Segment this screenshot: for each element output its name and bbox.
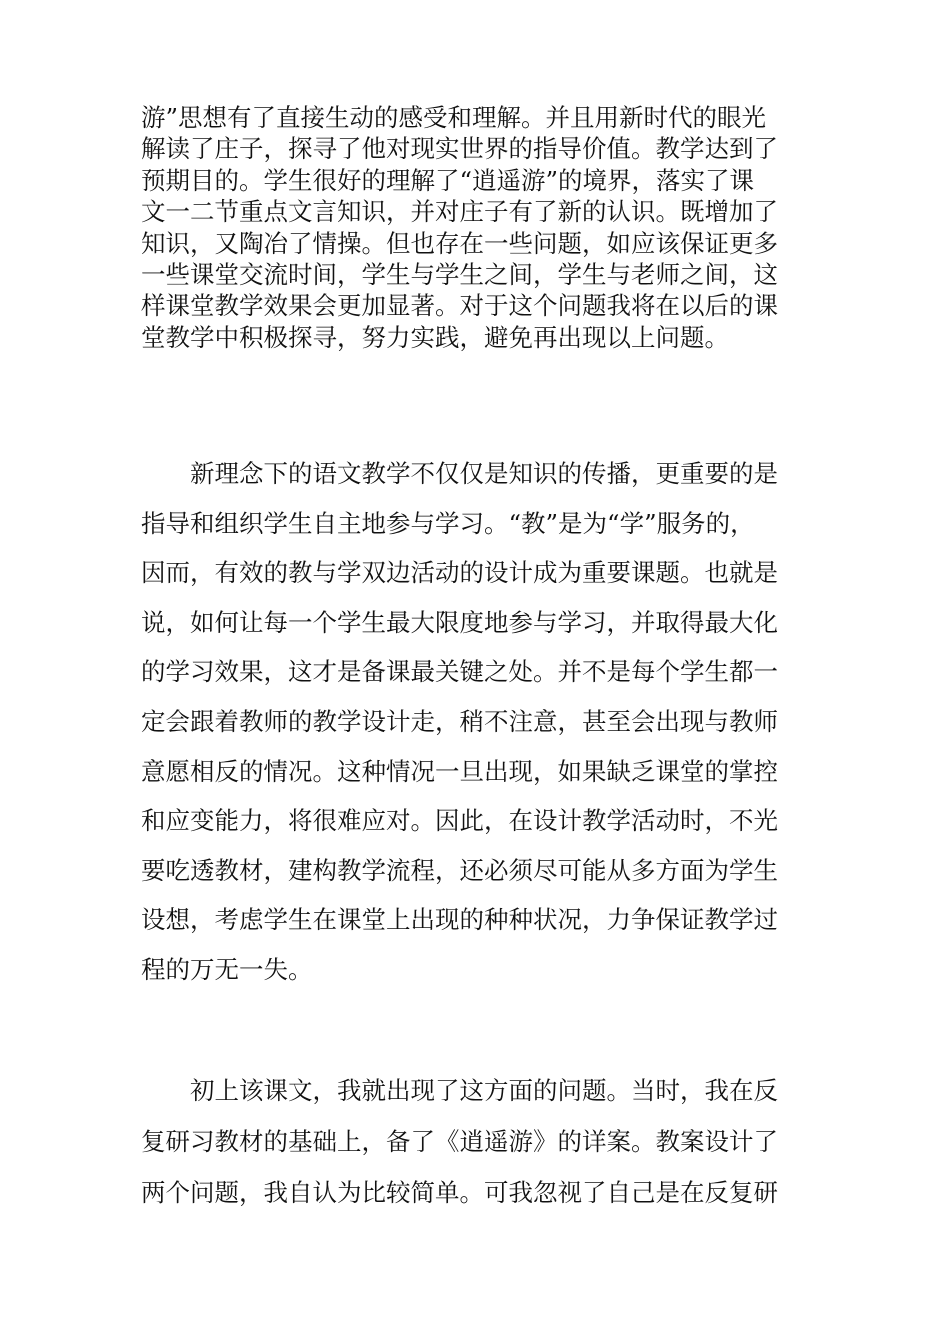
text-line: 和应变能力，将很难应对。因此，在设计教学活动时，不光: [141, 806, 778, 836]
text-line: 说，如何让每一个学生最大限度地参与学习，并取得最大化: [141, 607, 778, 637]
paragraph-reflection-summary: [141, 102, 831, 353]
text-line: 设想，考虑学生在课堂上出现的种种状况，力争保证教学过: [141, 905, 778, 935]
text-line: 意愿相反的情况。这种情况一旦出现，如果缺乏课堂的掌控: [141, 756, 778, 786]
text-line: 样课堂教学效果会更加显著。对于这个问题我将在以后的课: [141, 291, 778, 321]
text-line: 要吃透教材，建构教学流程，还必须尽可能从多方面为学生: [141, 855, 778, 885]
text-line: 文一二节重点文言知识，并对庄子有了新的认识。既增加了: [141, 197, 778, 227]
text-line: 堂教学中积极探寻，努力实践，避免再出现以上问题。: [141, 322, 729, 352]
paragraph-new-concept-teaching: [141, 449, 831, 995]
text-line: 两个问题，我自认为比较简单。可我忽视了自己是在反复研: [141, 1178, 778, 1207]
text-line: 初上该课文，我就出现了这方面的问题。当时，我在反: [190, 1076, 778, 1105]
text-line: 知识，又陶冶了情操。但也存在一些问题，如应该保证更多: [141, 228, 778, 258]
paragraph-first-lesson: [141, 1065, 831, 1218]
text-line: 预期目的。学生很好的理解了“逍遥游”的境界，落实了课: [141, 165, 755, 195]
text-line: 游”思想有了直接生动的感受和理解。并且用新时代的眼光: [141, 103, 767, 132]
text-line: 一些课堂交流时间，学生与学生之间，学生与老师之间，这: [141, 259, 778, 289]
text-line: 因而，有效的教与学双边活动的设计成为重要课题。也就是: [141, 558, 778, 588]
text-line: 定会跟着教师的教学设计走，稍不注意，甚至会出现与教师: [141, 706, 778, 736]
text-line: 新理念下的语文教学不仅仅是知识的传播，更重要的是: [190, 459, 778, 488]
text-line: 复研习教材的基础上，备了《逍遥游》的详案。教案设计了: [141, 1127, 778, 1156]
text-line: 程的万无一失。: [141, 954, 313, 984]
text-line: 解读了庄子，探寻了他对现实世界的指导价值。教学达到了: [141, 134, 778, 164]
text-line: 指导和组织学生自主地参与学习。“教”是为“学”服务的，: [141, 508, 755, 538]
text-line: 的学习效果，这才是备课最关键之处。并不是每个学生都一: [141, 657, 778, 687]
